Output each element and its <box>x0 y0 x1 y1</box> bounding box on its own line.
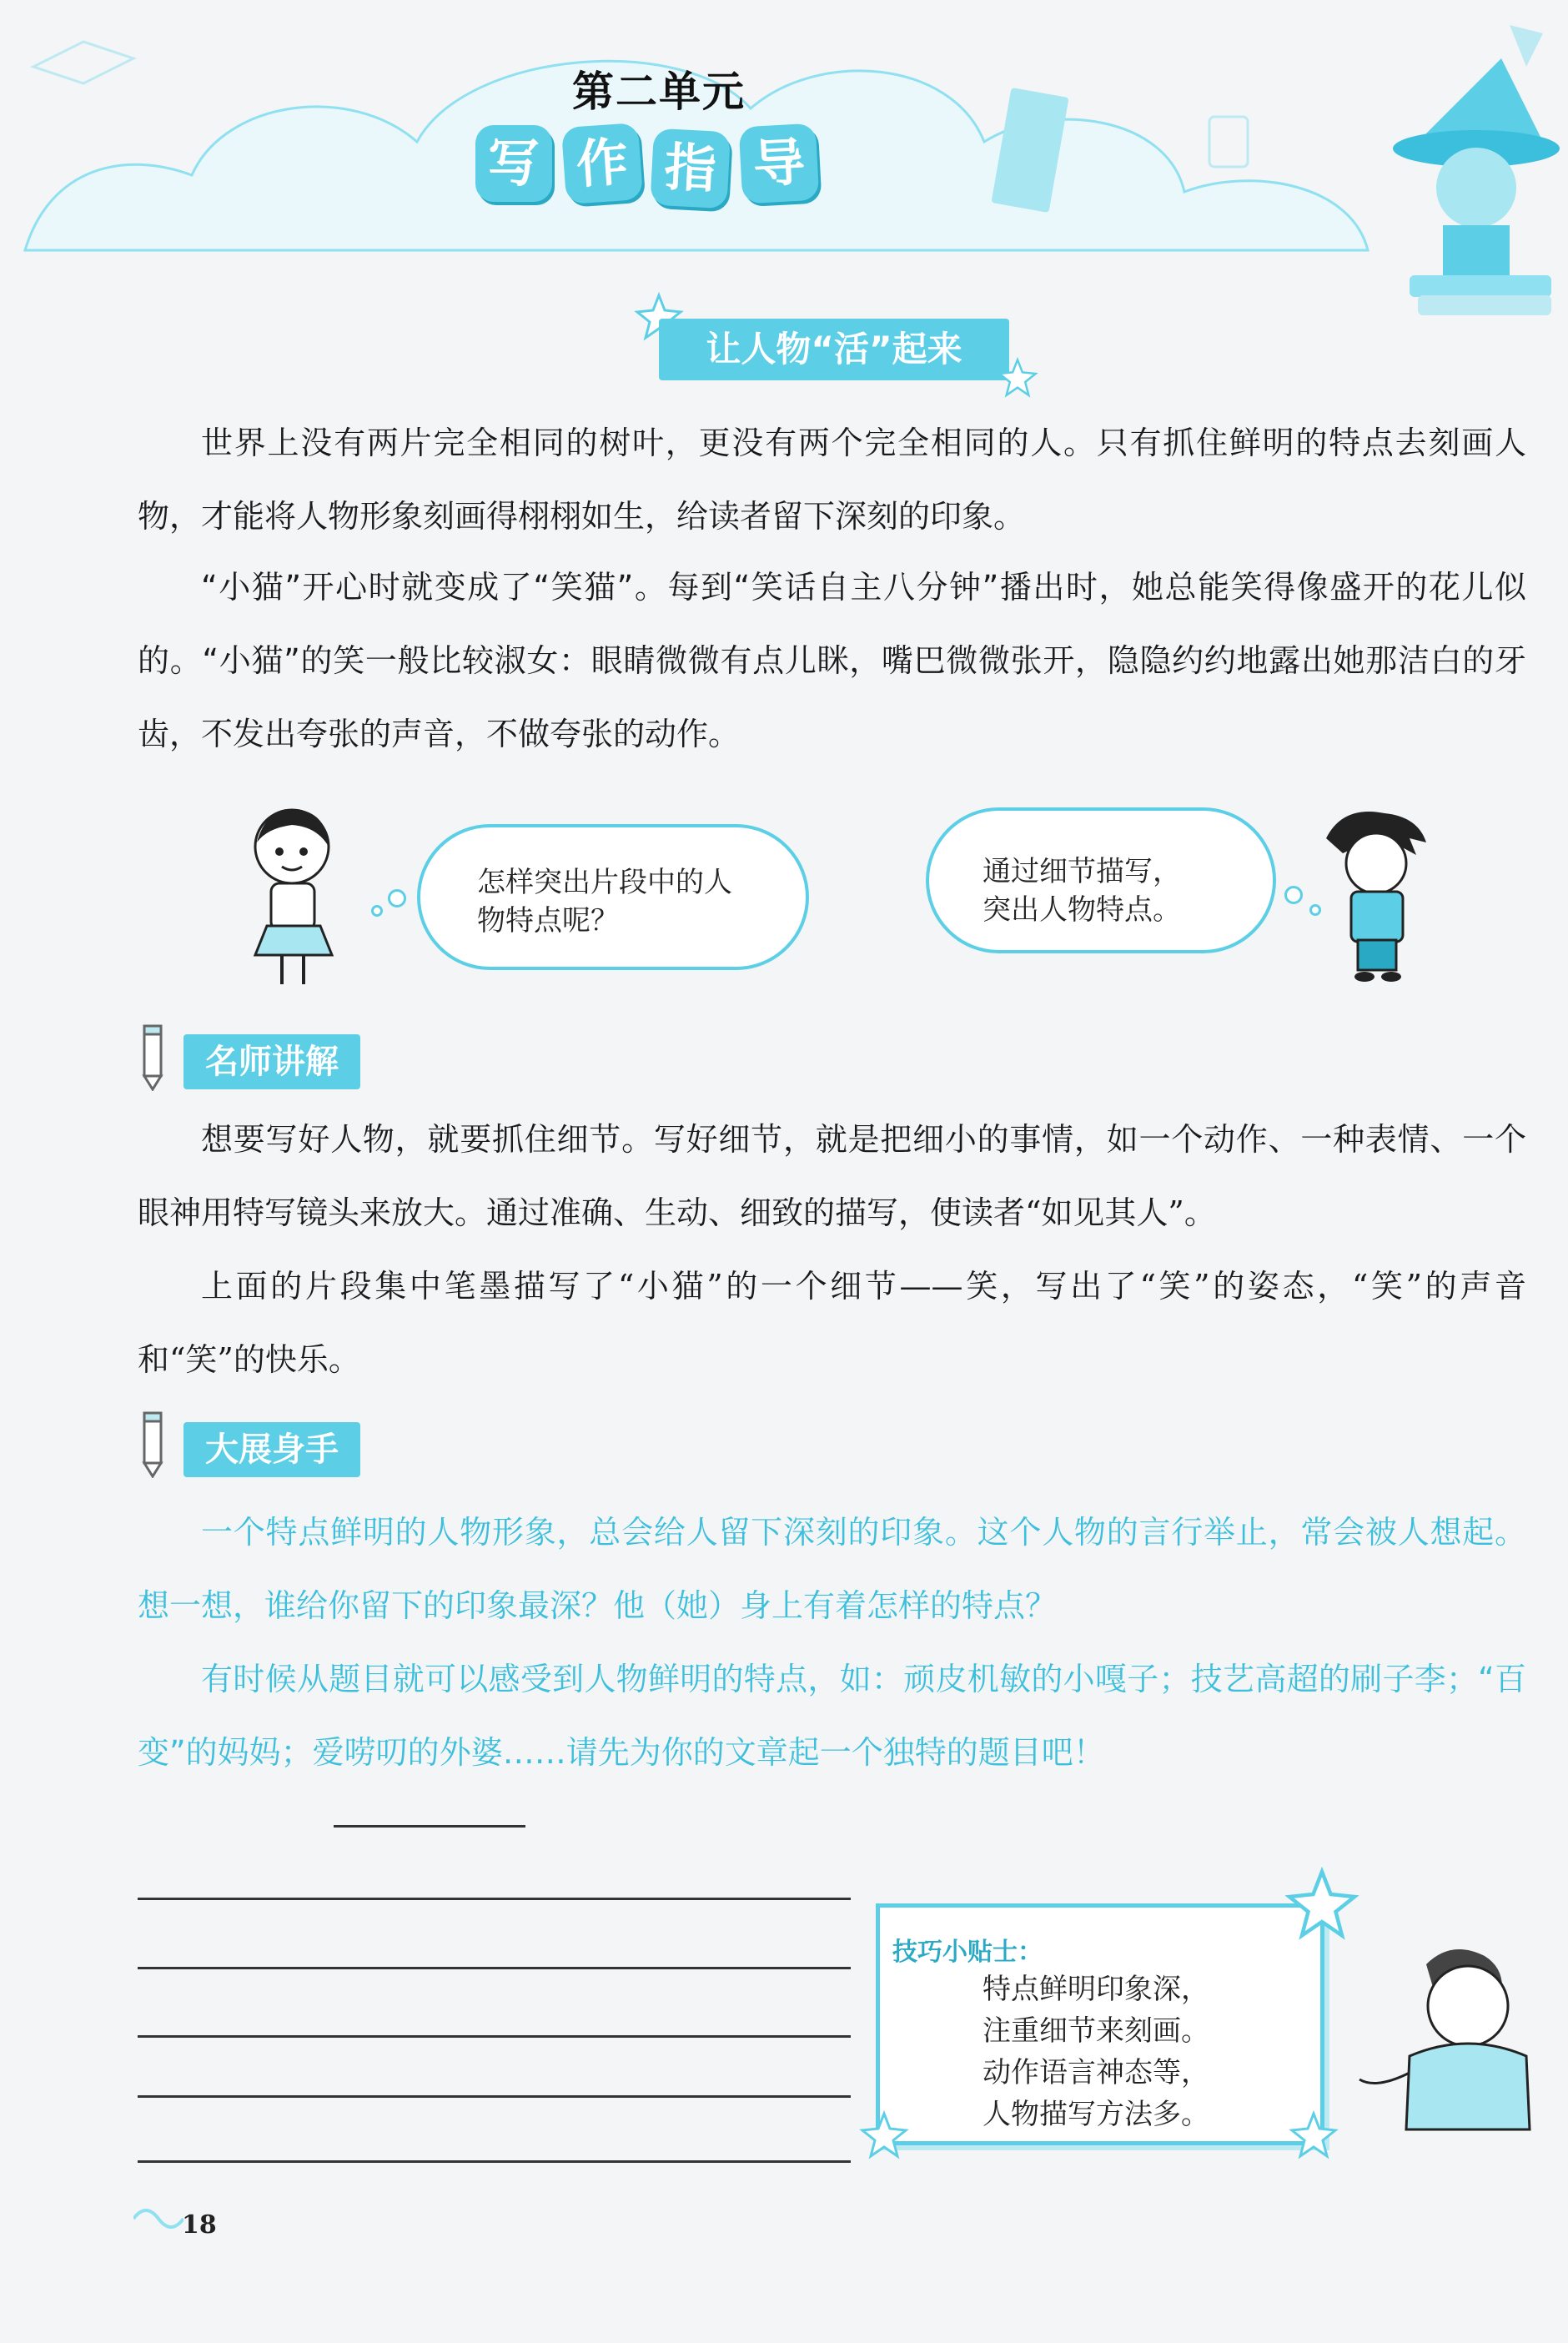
thought-dot <box>1284 886 1303 904</box>
page-number: 18 <box>182 2210 217 2240</box>
practice-section-label: 大展身手 <box>183 1422 360 1477</box>
teacher-boy-illustration <box>1351 1939 1535 2131</box>
explanation-section-label: 名师讲解 <box>183 1034 360 1089</box>
practice-task: 有时候从题目就可以感受到人物鲜明的特点，如：顽皮机敏的小嘎子；技艺高超的刷子李；“百变”的妈妈；爱唠叨的外婆……请先为你的文章起一个独特的题目吧！ <box>138 1661 1526 1771</box>
writing-line[interactable] <box>138 2035 851 2038</box>
essay-title-line[interactable] <box>334 1825 525 1828</box>
boy-character-illustration <box>1309 805 1435 988</box>
tip-line: 动作语言神态等， <box>983 2056 1209 2089</box>
practice-task: 一个特点鲜明的人物形象，总会给人留下深刻的印象。这个人物的言行举止，常会被人想起。想一想，谁给你留下的印象最深？他（她）身上有着怎样的特点？ <box>138 1514 1526 1624</box>
intro-paragraph: 世界上没有两片完全相同的树叶，更没有两个完全相同的人。只有抓住鲜明的特点去刻画人物，才能将人物形象刻画得栩栩如生，给读者留下深刻的印象。 <box>138 425 1526 535</box>
pencil-icon <box>138 1024 168 1091</box>
page-number-decoration <box>133 2202 183 2235</box>
guide-char: 指 <box>650 128 731 209</box>
writing-line[interactable] <box>138 2160 851 2163</box>
explanation-paragraph: 上面的片段集中笔墨描写了“小猫”的一个细节——笑，写出了“笑”的姿态，“笑”的声音和“笑”的快乐。 <box>138 1268 1526 1378</box>
writing-line[interactable] <box>138 1967 851 1969</box>
guide-char: 作 <box>561 123 643 204</box>
girl-question-line: 物特点呢？ <box>477 904 619 938</box>
thought-dot <box>388 889 406 908</box>
tip-line: 注重细节来刻画。 <box>983 2014 1209 2048</box>
thought-dot <box>371 905 383 917</box>
girl-question-line: 怎样突出片段中的人 <box>477 866 732 899</box>
tips-title: 技巧小贴士： <box>892 1938 1043 1967</box>
girl-on-books-illustration <box>1376 50 1568 317</box>
guide-char: 写 <box>475 125 552 202</box>
star-icon <box>997 357 1038 399</box>
sample-passage: “小猫”开心时就变成了“笑猫”。每到“笑话自主八分钟”播出时，她总能笑得像盛开的花儿似的。“小猫”的笑一般比较淑女：眼睛微微有点儿眯，嘴巴微微张开，隐隐约约地露出她那洁白的牙齿，不发出夸张的声音，不做夸张的动作。 <box>138 569 1526 752</box>
boy-answer-line: 通过细节描写， <box>983 855 1181 888</box>
girl-character-illustration <box>234 797 359 997</box>
star-icon <box>859 2110 909 2160</box>
unit-title: 第二单元 <box>572 68 746 116</box>
pencil-icon <box>138 1411 168 1478</box>
writing-line[interactable] <box>138 2095 851 2098</box>
star-icon <box>1289 2110 1339 2160</box>
writing-line[interactable] <box>138 1898 851 1900</box>
tip-line: 特点鲜明印象深， <box>983 1973 1209 2006</box>
star-icon <box>1284 1867 1359 1942</box>
explanation-paragraph: 想要写好人物，就要抓住细节。写好细节，就是把细小的事情，如一个动作、一种表情、一个眼神用特写镜头来放大。通过准确、生动、细致的描写，使读者“如见其人”。 <box>138 1121 1526 1231</box>
tip-line: 人物描写方法多。 <box>983 2098 1209 2131</box>
guide-char: 导 <box>739 123 820 204</box>
lesson-subtitle: 让人物“活”起来 <box>659 319 1009 380</box>
boy-answer-line: 突出人物特点。 <box>983 893 1181 927</box>
writing-guide-title <box>475 125 817 202</box>
